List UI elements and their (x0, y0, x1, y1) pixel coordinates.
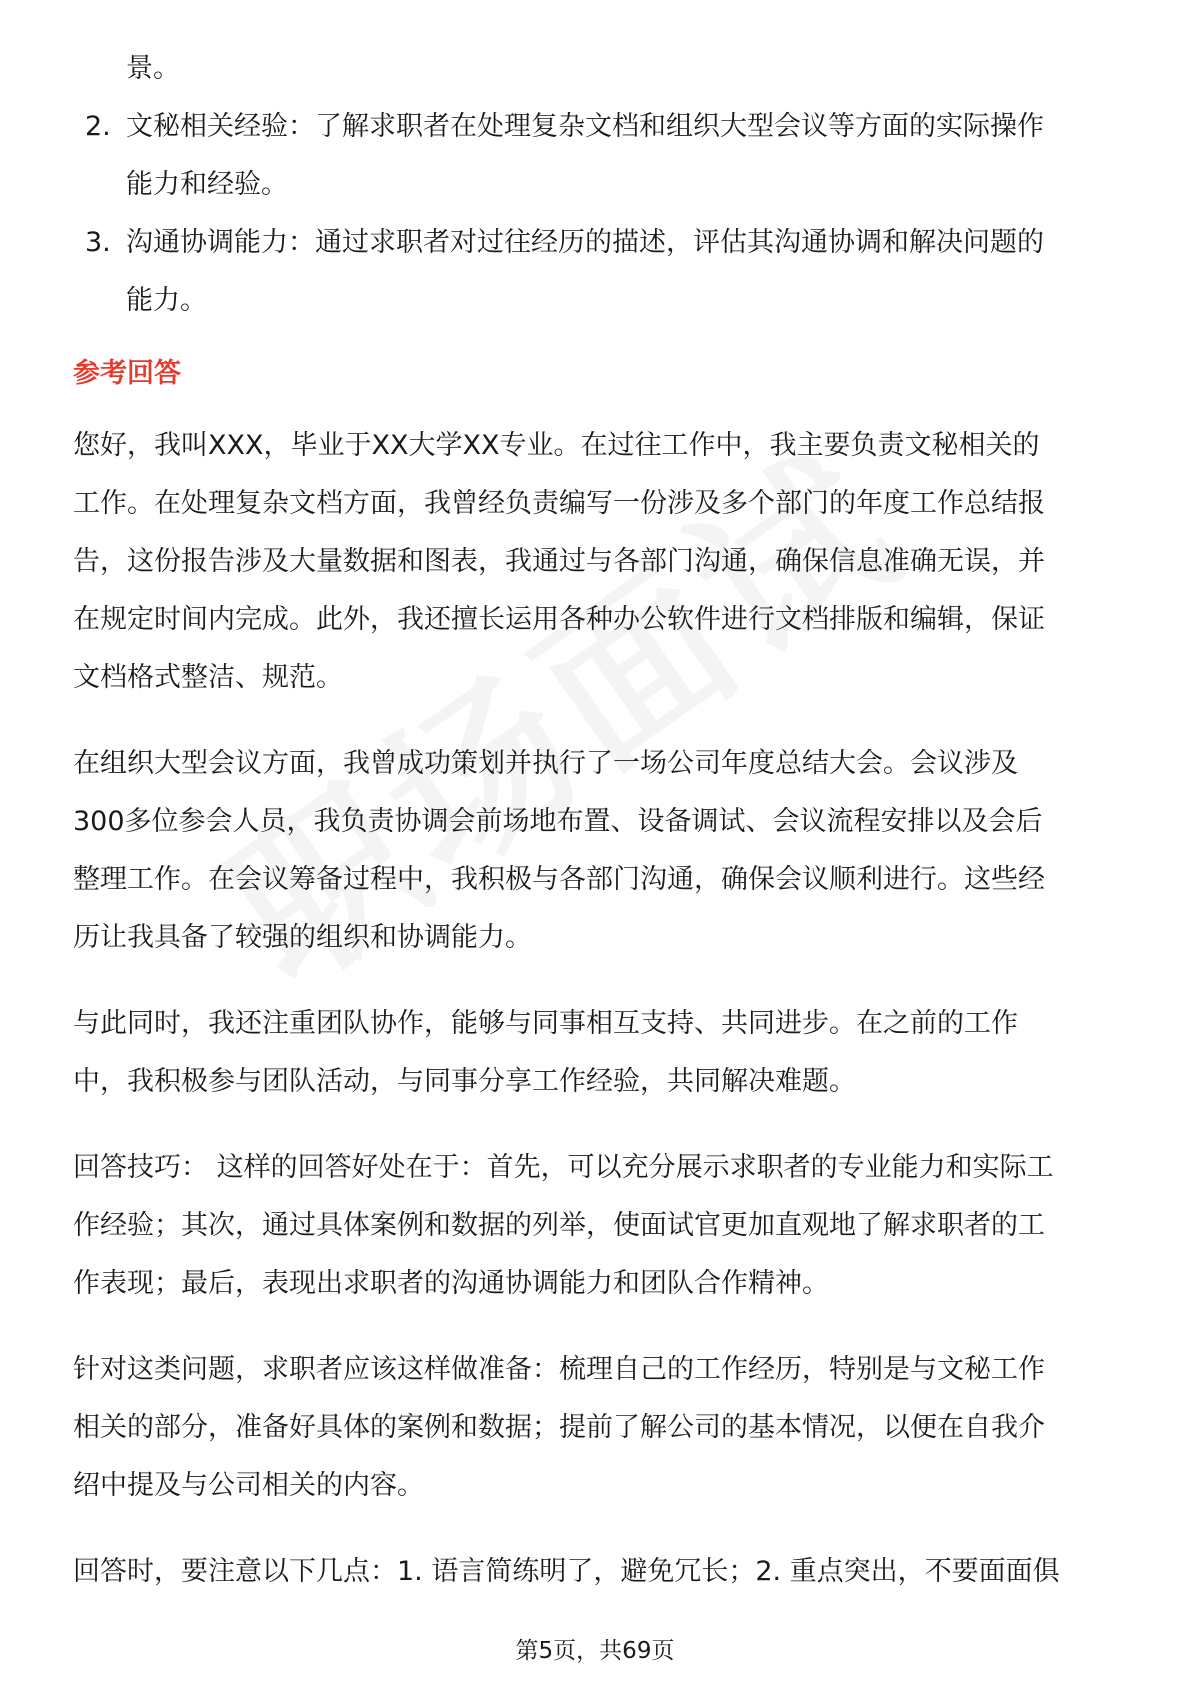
paragraph-line: 整理工作。在会议筹备过程中，我积极与各部门沟通，确保会议顺利进行。这些经 (73, 864, 1045, 895)
section-heading: 参考回答 (73, 358, 181, 389)
paragraph-line: 针对这类问题，求职者应该这样做准备：梳理自己的工作经历，特别是与文秘工作 (73, 1354, 1045, 1385)
list-item (73, 98, 1118, 214)
paragraph-line: 绍中提及与公司相关的内容。 (73, 1470, 424, 1501)
paragraph-line: 您好，我叫XXX，毕业于XX大学XX专业。在过往工作中，我主要负责文秘相关的 (73, 430, 1040, 461)
paragraph-line: 中，我积极参与团队活动，与同事分享工作经验，共同解决难题。 (73, 1066, 856, 1097)
list-item-text: 能力。 (126, 285, 207, 316)
paragraph-line: 文档格式整洁、规范。 (73, 662, 343, 693)
list-item-continuation: 景。 (126, 53, 180, 84)
paragraph-line: 回答时，要注意以下几点：1. 语言简练明了，避免冗长；2. 重点突出，不要面面俱 (73, 1556, 1060, 1587)
paragraph (73, 417, 1118, 707)
list-item-number: 2. (85, 111, 111, 142)
numbered-list (73, 40, 1118, 330)
paragraph-line: 工作。在处理复杂文档方面，我曾经负责编写一份涉及多个部门的年度工作总结报 (73, 488, 1045, 519)
paragraph (73, 1543, 1118, 1601)
list-item (73, 214, 1118, 330)
paragraph (73, 735, 1118, 967)
paragraph (73, 995, 1118, 1111)
paragraph-line: 相关的部分，准备好具体的案例和数据；提前了解公司的基本情况，以便在自我介 (73, 1412, 1045, 1443)
paragraph-line: 在组织大型会议方面，我曾成功策划并执行了一场公司年度总结大会。会议涉及 (73, 748, 1018, 779)
paragraph-line: 在规定时间内完成。此外，我还擅长运用各种办公软件进行文档排版和编辑，保证 (73, 604, 1045, 635)
paragraph (73, 1341, 1118, 1515)
list-item-text: 文秘相关经验：了解求职者在处理复杂文档和组织大型会议等方面的实际操作 (126, 111, 1044, 142)
page-number-footer: 第5页，共69页 (515, 1638, 675, 1664)
list-item-number: 3. (85, 227, 111, 258)
page-content (73, 40, 1118, 1629)
paragraph-line: 回答技巧： 这样的回答好处在于：首先，可以充分展示求职者的专业能力和实际工 (73, 1152, 1054, 1183)
paragraph-line: 历让我具备了较强的组织和协调能力。 (73, 922, 532, 953)
paragraph-line: 与此同时，我还注重团队协作，能够与同事相互支持、共同进步。在之前的工作 (73, 1008, 1018, 1039)
paragraph-line: 300多位参会人员，我负责协调会前场地布置、设备调试、会议流程安排以及会后 (73, 806, 1043, 837)
paragraph-line: 作经验；其次，通过具体案例和数据的列举，使面试官更加直观地了解求职者的工 (73, 1210, 1045, 1241)
list-item-text: 沟通协调能力：通过求职者对过往经历的描述，评估其沟通协调和解决问题的 (126, 227, 1044, 258)
paragraph-line: 作表现；最后，表现出求职者的沟通协调能力和团队合作精神。 (73, 1268, 829, 1299)
paragraph (73, 1139, 1118, 1313)
list-item-text: 能力和经验。 (126, 169, 288, 200)
paragraph-line: 告，这份报告涉及大量数据和图表，我通过与各部门沟通，确保信息准确无误，并 (73, 546, 1045, 577)
